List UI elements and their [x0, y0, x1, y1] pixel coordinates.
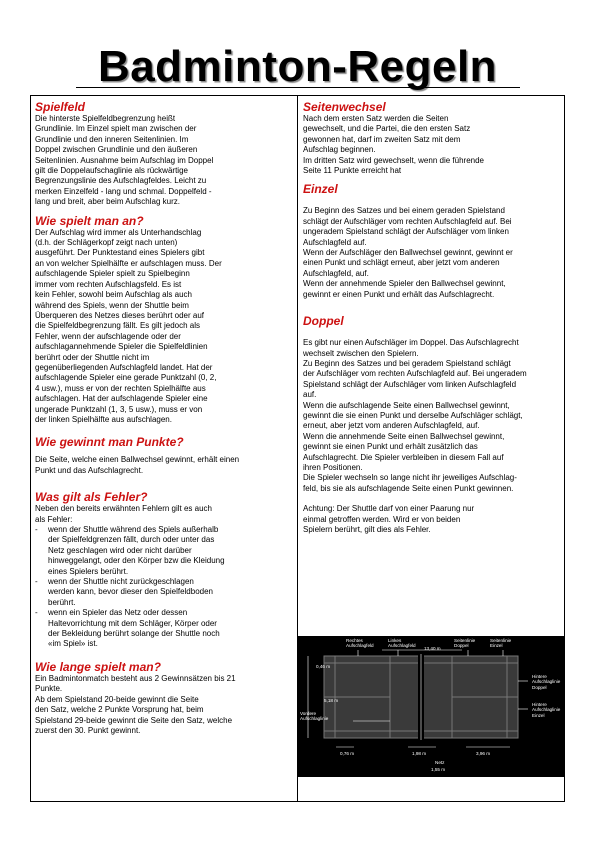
- section-heading: Wie spielt man an?: [35, 213, 144, 228]
- section-text: Nach dem ersten Satz werden die Seiten gewechselt, und die Partei, die den ersten Satz gewonnen hat, darf im zweiten Satz mit dem Aufschlag beginnen. Im dritten Satz wird gewechselt, wenn die führende Seite 11 Punkte erreicht hat: [303, 114, 484, 176]
- section-text: Es gibt nur einen Aufschläger im Doppel. Das Aufschlagrecht wechselt zwischen den Spielern. Zu Beginn des Satzes und bei geradem Spielstand schlägt der Aufschläger vom rechten Aufschlagfeld auf. Bei ungeradem Spielstand schlägt der Aufschläger vom linken Aufschlagfeld auf. Wenn die aufschlagende Seite einen Ballwechsel gewinnt, gewinnt die sie einen Punkt und derselbe Aufschläger schlägt, erneut, aber jetzt vom anderen Aufschlagfeld, auf. Wenn die annehmende Seite einen Ballwechsel gewinnt, gewinnt sie einen Punkt und erhält zusätzlich das Aufschlagrecht. Die Spieler verbleiben in diesem Fall auf ihren Positionen. Die Spieler wechseln so lange nicht ihr jeweiliges Aufschlag- feld, bis sie als aufschlagende Seite einen Punkt gewinnen.: [303, 338, 527, 493]
- fehler-list: [35, 525, 271, 650]
- label-seitenlinie-einzel: Seitenlinie Einzel: [490, 638, 512, 649]
- court-diagram: [298, 636, 564, 777]
- title-underline: [76, 87, 520, 88]
- section-heading: Was gilt als Fehler?: [35, 490, 148, 505]
- label-netz: Netz: [435, 760, 445, 765]
- section-heading: Spielfeld: [35, 100, 86, 114]
- section-text: Zu Beginn des Satzes und bei einem geraden Spielstand schlägt der Aufschläger vom rechten Aufschlagfeld auf. Bei ungeradem Spielstand schlägt der Aufschläger vom linken Aufschlagfeld auf. Wenn der Aufschläger den Ballwechsel gewinnt, gewinnt er einen Punkt und schlägt erneut, aber jetzt vom anderen Aufschlagfeld, auf. Wenn der annehmende Spieler den Ballwechsel gewinnt, gewinnt er einen Punkt und erhält das Aufschlagrecht.: [303, 206, 513, 299]
- court-drawing: [298, 636, 564, 777]
- label-076: 0,76 m: [340, 751, 355, 756]
- list-item: - wenn der Shuttle während des Spiels außerhalb der Spielfeldgrenzen fällt, durch oder unter das Netz geschlagen wird oder nicht darüber hinweggelangt, oder den Körper bzw die Kleidung eines Spielers berührt.: [35, 525, 271, 577]
- section-text: Die hinterste Spielfeldbegrenzung heißt Grundlinie. Im Einzel spielt man zwischen der Grundlinie und den inneren Seitenlinien. Im Doppel zwischen Grundlinie und den äußeren Seitenlinien. Ausnahme beim Aufschlag im Doppel gilt die Doppelaufschaglinie als rückwärtige Begrenzungslinie des Aufschlagfeldes. Leicht zu merken Einzelfeld - lang und schmal. Doppelfeld - lang und breit, aber beim Aufschlag kurz.: [35, 114, 214, 207]
- section-spielfeld: [35, 100, 271, 208]
- label-rechtes-aufschlagfeld: Rechtes Aufschlagfeld: [346, 638, 374, 649]
- section-heading: Doppel: [303, 314, 344, 329]
- section-heading: Wie gewinnt man Punkte?: [35, 435, 184, 450]
- list-item: - wenn ein Spieler das Netz oder dessen Haltevorrichtung mit dem Schläger, Körper oder der Bekleidung berührt solange der Shuttle noch «im Spiel» ist.: [35, 608, 271, 650]
- section-wie-spielt-man-an: [35, 214, 271, 426]
- label-laenge: 13,40 m: [424, 646, 441, 651]
- label-linkes-aufschlagfeld: Linkes Aufschlagfeld: [388, 638, 416, 649]
- section-punkte: [35, 435, 271, 476]
- section-einzel: [303, 182, 559, 300]
- page-title: Badminton-Regeln: [97, 42, 498, 91]
- achtung-note: Achtung: Der Shuttle darf von einer Paarung nur einmal getroffen werden. Wird er von beiden Spielern berührt, gilt dies als Fehler.: [303, 504, 475, 534]
- section-heading: Einzel: [303, 182, 338, 197]
- section-heading: Wie lange spielt man?: [35, 659, 161, 674]
- label-seitenlinie-doppel: Seitenlinie Doppel: [454, 638, 476, 649]
- label-vordere-aufschlaglinie: Vordere Aufschlaglinie: [300, 711, 329, 722]
- section-heading: Seitenwechsel: [303, 100, 386, 114]
- section-seitenwechsel: [303, 100, 559, 176]
- label-518: 5,18 m: [324, 698, 339, 703]
- label-198: 1,98 m: [412, 751, 427, 756]
- section-text: Die Seite, welche einen Ballwechsel gewinnt, erhält einen Punkt und das Aufschlagrecht.: [35, 455, 240, 475]
- section-doppel: [303, 314, 559, 494]
- label-396: 3,96 m: [476, 751, 491, 756]
- left-column: [35, 100, 271, 736]
- label-046: 0,46 m: [316, 664, 331, 669]
- section-text: Neben den bereits erwähnten Fehlern gilt es auch als Fehler:: [35, 504, 212, 524]
- label-hintere-doppel: Hintere Aufschlaglinie Doppel: [532, 674, 561, 690]
- label-155: 1,55 m: [431, 767, 446, 772]
- label-hintere-einzel: Hintere Aufschlaglinie Einzel: [532, 702, 561, 718]
- section-text: Der Aufschlag wird immer als Unterhandschlag (d.h. der Schlägerkopf zeigt nach unten) ausgeführt. Der Punktestand eines Spielers gibt an von welcher Spielhälfte er aufschlagen muss. Der aufschlagende Spieler spielt zu Spielbeginn immer vom rechten Aufschlagsfeld. Es ist kein Fehler, sowohl beim Aufschlag als auch während des Spiels, wenn der Shuttle beim Überqueren des Netzes dieses berührt oder auf die Spielfeldbegrenzung fällt. Es gilt jedoch als Fehler, wenn der aufschlagende oder der aufschlagannehmende Spieler die Spielfeldlinien berührt oder der Shuttle nicht im gegenüberliegenden Aufschlagfeld landet. Hat der aufschlagende Spieler eine gerade Punktzahl (0, 2, 4 usw.), muss er von der rechten Spielhälfte aus aufschlagen. Hat der aufschlagende Spieler eine ungerade Punktzahl (1, 3, 5 usw.), muss er von der linken Spielhälfte aus aufschlagen.: [35, 227, 222, 424]
- section-fehler: [35, 490, 271, 650]
- list-item: - wenn der Shuttle nicht zurückgeschlagen werden kann, bevor dieser den Spielfeldboden berührt.: [35, 577, 271, 608]
- section-text: Ein Badmintonmatch besteht aus 2 Gewinnsätzen bis 21 Punkte. Ab dem Spielstand 20-beide gewinnt die Seite den Satz, welche 2 Punkte Vorsprung hat, beim Spielstand 29-beide gewinnt die Seite den Satz, welche zuerst den 30. Punkt gewinnt.: [35, 673, 236, 735]
- right-column: [303, 100, 559, 535]
- section-dauer: [35, 660, 271, 736]
